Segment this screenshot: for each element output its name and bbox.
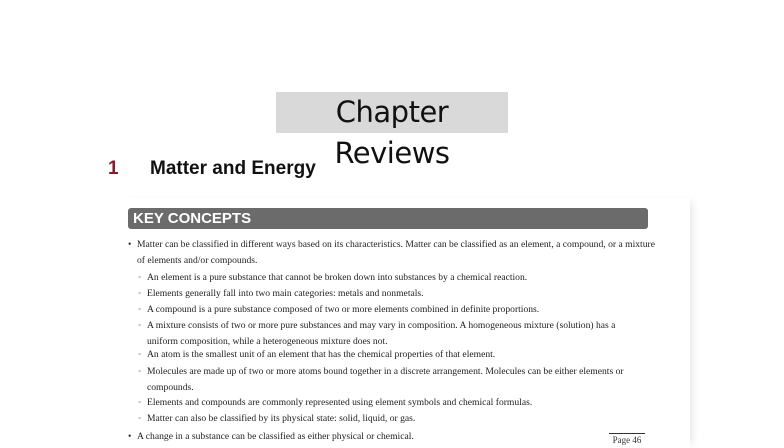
bullet-item: • Matter can be classified in different ways based on its characteristics. Matter can be classified as an element, a compound, or a mixture of elements and/or compounds.: [137, 237, 657, 269]
sub-bullet-item: ◦ Matter can also be classified by its physical state: solid, liquid, or gas.: [147, 411, 647, 427]
sub-bullet-item: ◦ A compound is a pure substance composed of two or more elements combined in definite proportions.: [147, 302, 647, 318]
section-heading: KEY CONCEPTS: [128, 208, 648, 229]
chapter-title: Matter and Energy: [150, 158, 316, 179]
bullet-item: • A change in a substance can be classified as either physical or chemical.: [137, 429, 657, 445]
chapter-number: 1: [108, 158, 119, 179]
sub-bullet-item: ◦ Elements and compounds are commonly represented using element symbols and chemical formulas.: [147, 395, 647, 411]
sub-bullet-item: ◦ An atom is the smallest unit of an element that has the chemical properties of that element.: [147, 347, 647, 363]
page-title: Chapter Reviews: [276, 92, 508, 133]
sub-bullet-item: ◦ An element is a pure substance that cannot be broken down into substances by a chemical reaction.: [147, 270, 647, 286]
sub-bullet-item: ◦ Molecules are made up of two or more atoms bound together in a discrete arrangement. Molecules can be either elements or compounds.: [147, 364, 647, 396]
sub-bullet-item: ◦ A mixture consists of two or more pure substances and may vary in composition. A homogeneous mixture (solution) has a uniform composition, while a heterogeneous mixture does not.: [147, 318, 647, 350]
sub-bullet-item: ◦ Elements generally fall into two main categories: metals and nonmetals.: [147, 286, 647, 302]
page-number-label: Page 46: [609, 433, 645, 445]
